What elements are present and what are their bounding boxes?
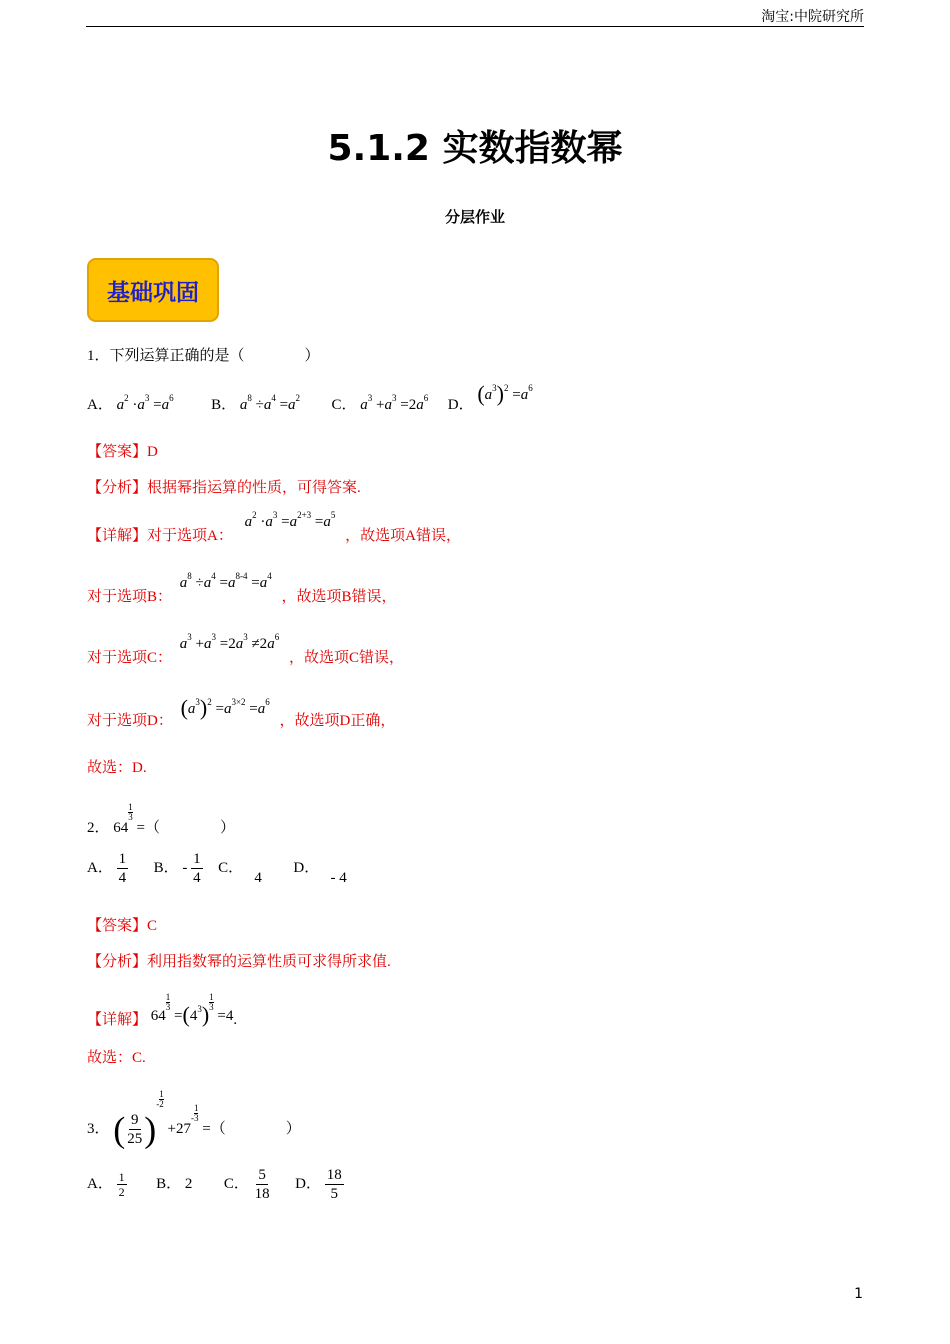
q2-stem: 2． 64 $\frac{1}{3}$ =（ ） [87,802,235,836]
q2-option-a: A． $\frac{1}{4}$ [87,851,127,886]
section-badge: 基础巩固 [87,258,219,322]
q1-option-d: D． $(a^3)^2 =a^6$ [447,381,533,413]
q2-option-b: B． - $\frac{1}{4}$ [153,851,201,886]
q2-choose: 故选：C. [87,1050,146,1066]
q2-option-d: D． - 4 [293,859,347,886]
q2-option-c: C． 4 [218,859,262,886]
q1-detail-b: 对于选项B： $a^8 \div a^4 =a^{8-4} =a^4$ ，故选项B错误， [87,571,397,605]
q3-expression: ( $\frac{9}{25}$ )- $\frac{1}{2}$ +27- $\frac{1}{3}$ [113,1089,199,1150]
q1-option-c: C． $a^3 +a^3 =2a^6$ [331,393,429,413]
q1-options [87,381,533,417]
q2-detail: 【详解】 64 $\frac{1}{3}$ $=(4^3)$ $\frac{1}{3}$ =4. [87,992,238,1028]
q2-options [87,850,347,887]
q1-option-a: A． $a^2 \cdot a^3 =a^6$ [87,393,174,413]
q3-option-d: D． $\frac{18}{5}$ [295,1167,342,1202]
q3-stem: 3． ( $\frac{9}{25}$ )- $\frac{1}{2}$ +27- $\frac{1}{3}$ =（ ） [87,1089,301,1150]
q3-options [87,1166,344,1203]
q1-choose: 故选：D. [87,760,147,776]
q1-detail-a: 【详解】对于选项A： $a^2 \cdot a^3 =a^{2+3} =a^5$ ，故选项A错误， [87,510,461,544]
page-number: 1 [854,1286,863,1302]
q1-analysis: 【分析】根据幂指运算的性质，可得答案. [87,480,361,496]
q1-answer: 【答案】D [87,444,158,460]
q1-stem: 1．下列运算正确的是（ ） [87,348,320,364]
q1-detail-c: 对于选项C： $a^3 +a^3 =2a^3 \ne 2a^6$ ，故选项C错误， [87,632,404,666]
q1-option-b: B． $a^8 \div a^4 =a^2$ [211,393,301,413]
q3-option-b: B． 2 [156,1175,193,1192]
q3-option-c: C． $\frac{5}{18}$ [223,1167,270,1202]
header-rule [86,26,864,27]
q1-detail-d: 对于选项D： $(a^3)^2 =a^{3\times 2} =a^6$ ，故选项D正确， [87,695,396,729]
q2-answer: 【答案】C [87,918,158,934]
page-subtitle: 分层作业 [444,208,505,226]
q2-analysis: 【分析】利用指数幂的运算性质可求得所求值. [87,954,391,970]
header-shop-label: 淘宝:中院研究所 [761,9,864,25]
q2-expression: 64 $\frac{1}{3}$ [113,802,133,836]
page-title: 5.1.2 实数指数幂 [327,128,623,169]
q3-option-a: A． $\frac{1}{2}$ [87,1170,125,1199]
